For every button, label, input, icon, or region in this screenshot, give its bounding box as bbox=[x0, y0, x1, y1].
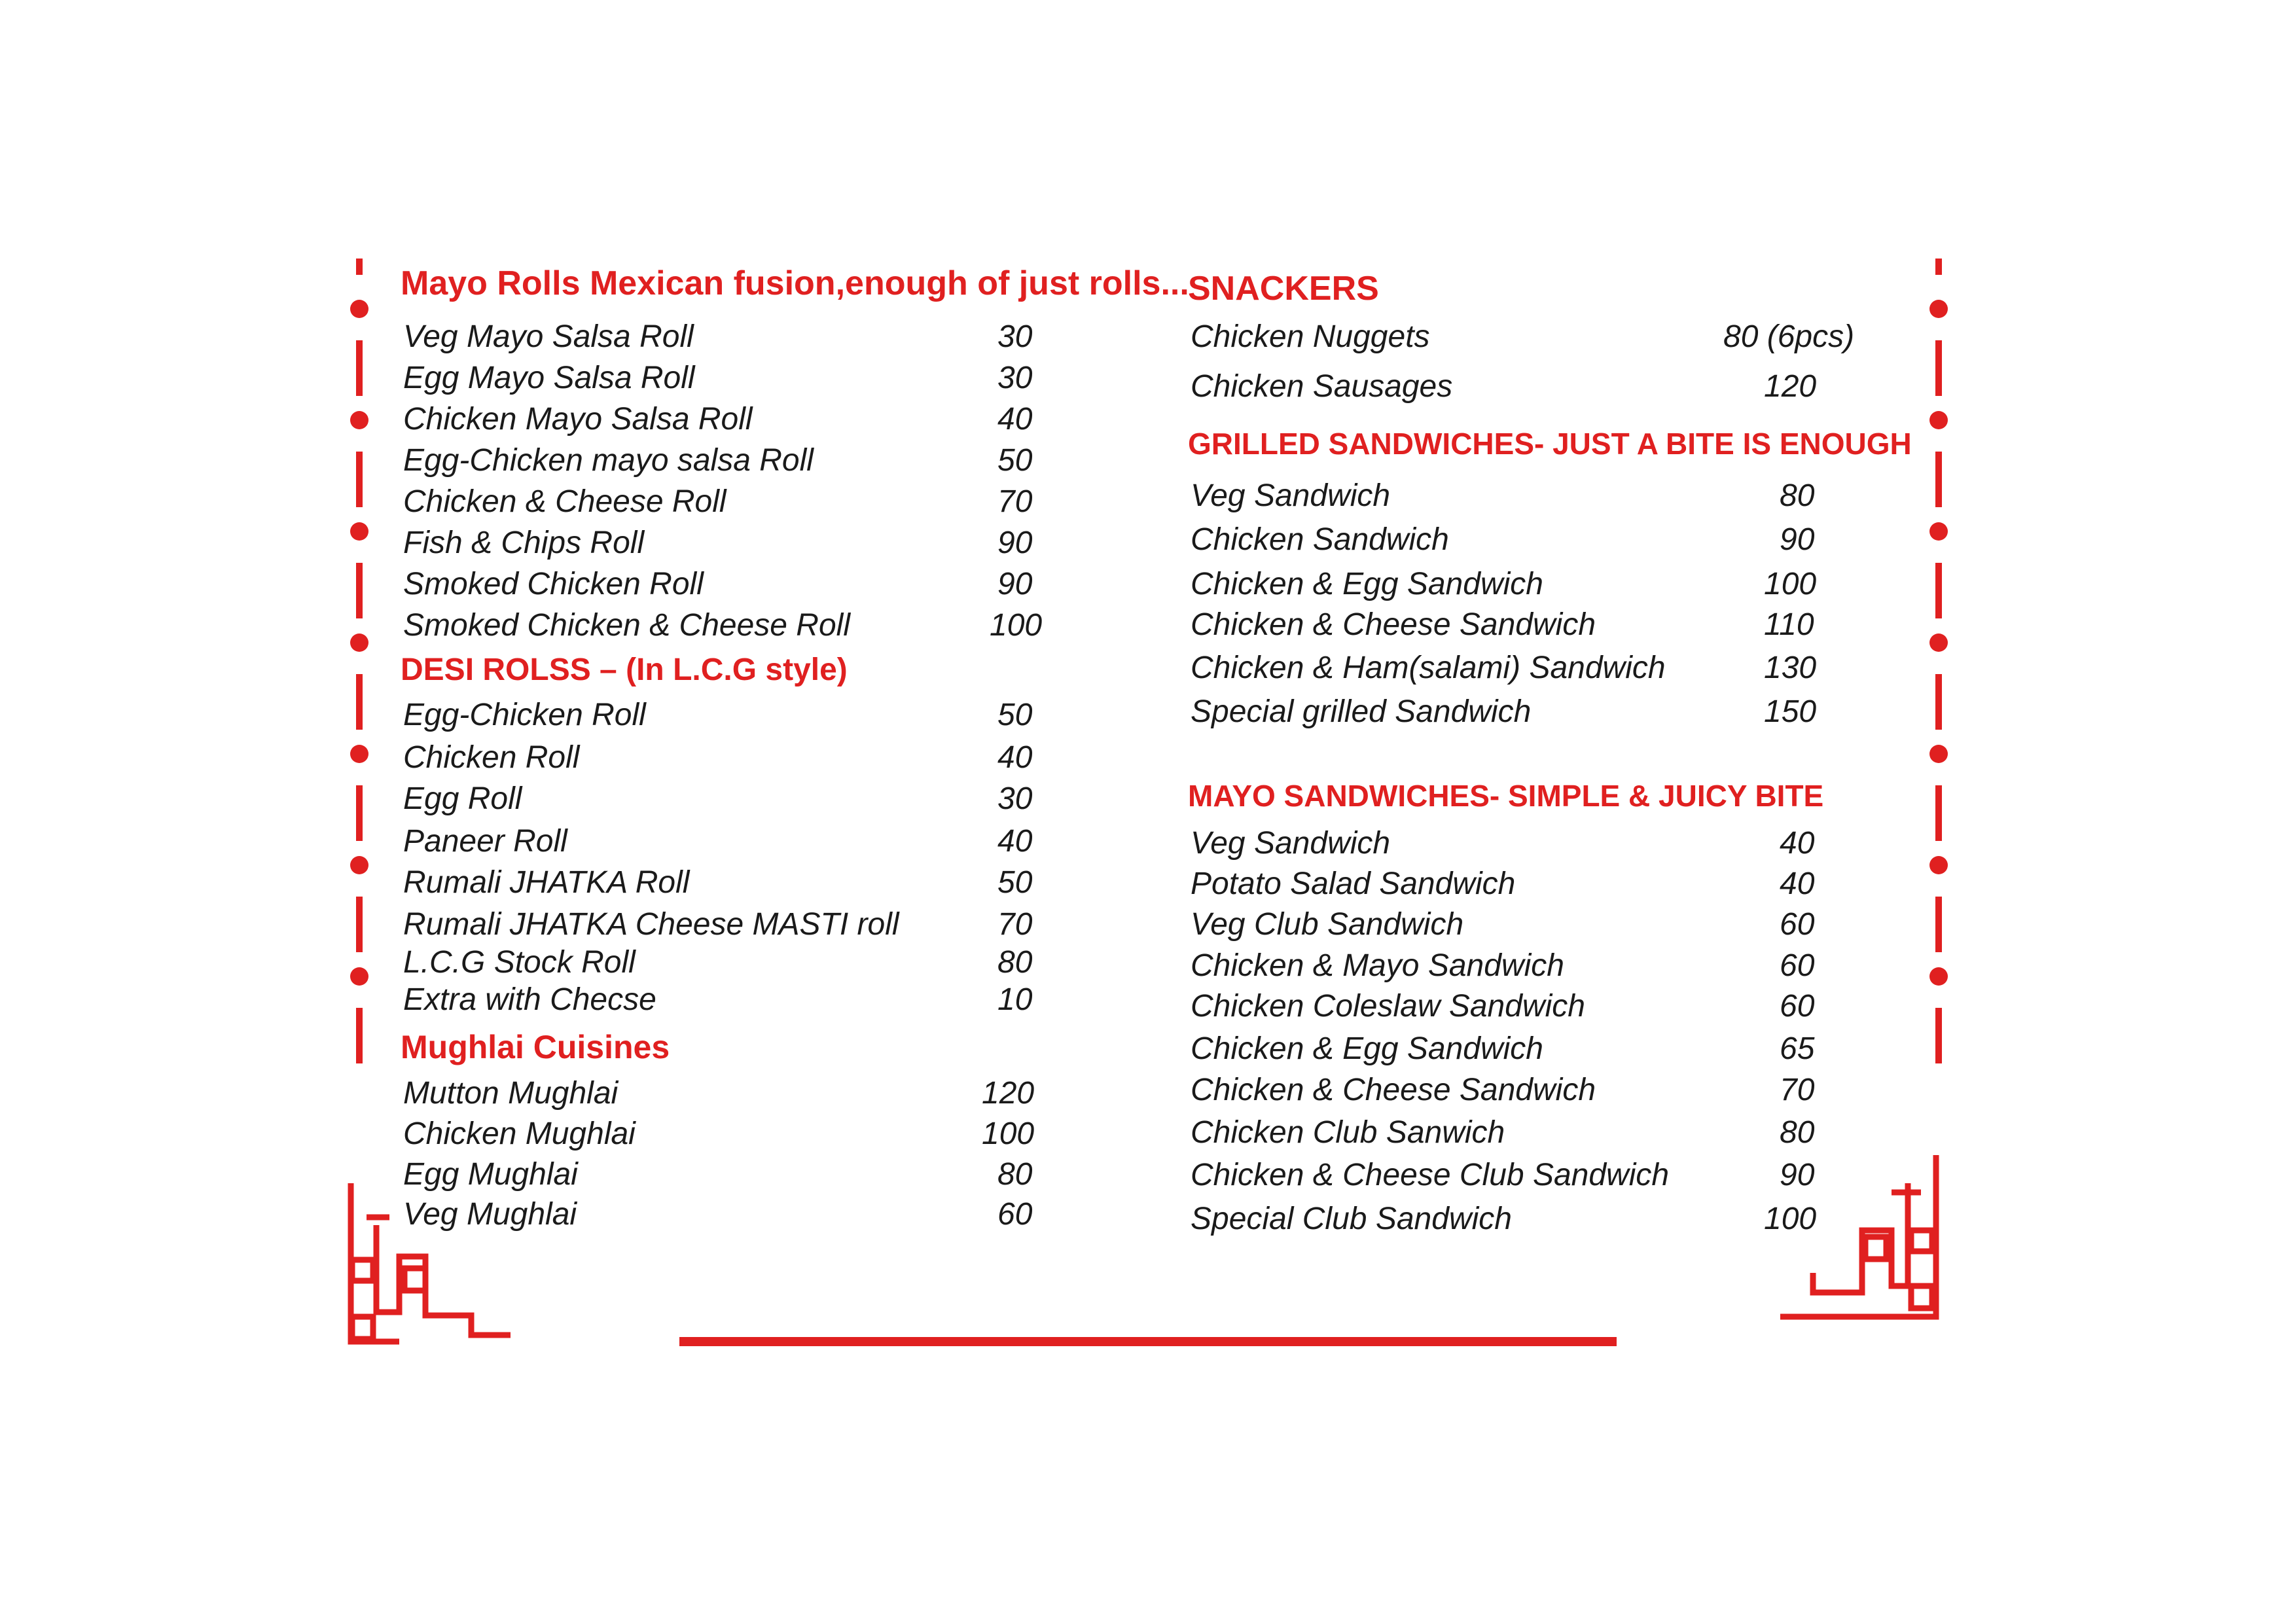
item-price: 40 bbox=[1780, 826, 1815, 861]
item-price: 40 bbox=[997, 740, 1033, 775]
item-price: 60 bbox=[1780, 948, 1815, 983]
section-heading-grilled-sandwiches: GRILLED SANDWICHES- JUST A BITE IS ENOUGH bbox=[1188, 427, 1912, 461]
item-price: 80 (6pcs) bbox=[1723, 319, 1855, 354]
section-heading-mayo-sandwiches: MAYO SANDWICHES- SIMPLE & JUICY BITE bbox=[1188, 779, 1824, 813]
item-price: 70 bbox=[997, 484, 1033, 519]
item-price: 70 bbox=[997, 907, 1033, 942]
item-price: 100 bbox=[1764, 1202, 1817, 1236]
item-price: 120 bbox=[982, 1076, 1035, 1111]
item-price: 90 bbox=[997, 567, 1033, 601]
item-name: Chicken & Mayo Sandwich bbox=[1191, 948, 1564, 983]
item-price: 50 bbox=[997, 698, 1033, 732]
item-price: 100 bbox=[982, 1116, 1035, 1151]
left-dash-dot-border bbox=[350, 259, 368, 1063]
item-price: 30 bbox=[997, 781, 1033, 816]
item-name: Chicken & Cheese Sandwich bbox=[1191, 1073, 1596, 1107]
item-name: Veg Sandwich bbox=[1191, 478, 1391, 513]
item-price: 90 bbox=[1780, 522, 1815, 557]
item-price: 150 bbox=[1764, 694, 1817, 729]
item-name: Special grilled Sandwich bbox=[1191, 694, 1532, 729]
item-price: 40 bbox=[1780, 866, 1815, 901]
item-name: Smoked Chicken Roll bbox=[403, 567, 704, 601]
item-name: L.C.G Stock Roll bbox=[403, 945, 636, 980]
item-price: 10 bbox=[997, 982, 1033, 1017]
item-name: Rumali JHATKA Roll bbox=[403, 865, 690, 900]
section-heading-desi-rolls: DESI ROLSS – (In L.C.G style) bbox=[401, 652, 848, 687]
section-heading-snackers: SNACKERS bbox=[1188, 270, 1379, 308]
item-name: Egg Mayo Salsa Roll bbox=[403, 361, 695, 395]
item-name: Special Club Sandwich bbox=[1191, 1202, 1512, 1236]
item-price: 40 bbox=[997, 824, 1033, 859]
section-heading-mughlai: Mughlai Cuisines bbox=[401, 1029, 670, 1065]
item-name: Potato Salad Sandwich bbox=[1191, 866, 1516, 901]
item-name: Chicken Coleslaw Sandwich bbox=[1191, 989, 1585, 1024]
item-name: Chicken & Egg Sandwich bbox=[1191, 1031, 1543, 1066]
item-name: Rumali JHATKA Cheese MASTI roll bbox=[403, 907, 899, 942]
item-name: Chicken Sausages bbox=[1191, 369, 1453, 404]
item-name: Veg Club Sandwich bbox=[1191, 907, 1464, 942]
item-name: Chicken Mayo Salsa Roll bbox=[403, 402, 753, 437]
right-dash-dot-border bbox=[1929, 259, 1948, 1063]
item-price: 120 bbox=[1764, 369, 1817, 404]
item-name: Chicken & Ham(salami) Sandwich bbox=[1191, 651, 1666, 685]
item-name: Egg-Chicken mayo salsa Roll bbox=[403, 443, 814, 478]
item-price: 50 bbox=[997, 443, 1033, 478]
item-price: 60 bbox=[1780, 907, 1815, 942]
item-price: 30 bbox=[997, 361, 1033, 395]
item-name: Extra with Checse bbox=[403, 982, 656, 1017]
item-price: 110 bbox=[1764, 607, 1814, 642]
bottom-divider-line bbox=[679, 1337, 1617, 1346]
item-name: Chicken & Cheese Roll bbox=[403, 484, 726, 519]
item-name: Paneer Roll bbox=[403, 824, 567, 859]
item-price: 80 bbox=[1780, 478, 1815, 513]
item-name: Egg Roll bbox=[403, 781, 522, 816]
item-price: 80 bbox=[997, 1157, 1033, 1192]
item-price: 90 bbox=[1780, 1158, 1815, 1192]
item-price: 100 bbox=[1764, 567, 1817, 601]
item-name: Chicken & Egg Sandwich bbox=[1191, 567, 1543, 601]
item-price: 50 bbox=[997, 865, 1033, 900]
item-price: 40 bbox=[997, 402, 1033, 437]
item-name: Chicken Roll bbox=[403, 740, 580, 775]
item-name: Veg Mayo Salsa Roll bbox=[403, 319, 694, 354]
item-price: 80 bbox=[997, 945, 1033, 980]
item-price: 130 bbox=[1764, 651, 1817, 685]
item-name: Chicken & Cheese Club Sandwich bbox=[1191, 1158, 1670, 1192]
item-price: 65 bbox=[1780, 1031, 1815, 1066]
section-heading-mayo-rolls: Mayo Rolls Mexican fusion,enough of just rolls... bbox=[401, 264, 1189, 302]
item-price: 100 bbox=[990, 608, 1043, 643]
item-price: 60 bbox=[1780, 989, 1815, 1024]
item-name: Egg-Chicken Roll bbox=[403, 698, 646, 732]
item-price: 80 bbox=[1780, 1115, 1815, 1150]
item-name: Mutton Mughlai bbox=[403, 1076, 619, 1111]
item-price: 30 bbox=[997, 319, 1033, 354]
item-price: 60 bbox=[997, 1197, 1033, 1232]
item-name: Fish & Chips Roll bbox=[403, 526, 645, 560]
item-name: Chicken & Cheese Sandwich bbox=[1191, 607, 1596, 642]
item-name: Chicken Nuggets bbox=[1191, 319, 1430, 354]
item-name: Chicken Sandwich bbox=[1191, 522, 1449, 557]
item-name: Chicken Club Sanwich bbox=[1191, 1115, 1505, 1150]
item-price: 90 bbox=[997, 526, 1033, 560]
item-name: Veg Mughlai bbox=[403, 1197, 577, 1232]
item-name: Veg Sandwich bbox=[1191, 826, 1391, 861]
item-price: 70 bbox=[1780, 1073, 1815, 1107]
item-name: Smoked Chicken & Cheese Roll bbox=[403, 608, 850, 643]
item-name: Egg Mughlai bbox=[403, 1157, 578, 1192]
item-name: Chicken Mughlai bbox=[403, 1116, 636, 1151]
